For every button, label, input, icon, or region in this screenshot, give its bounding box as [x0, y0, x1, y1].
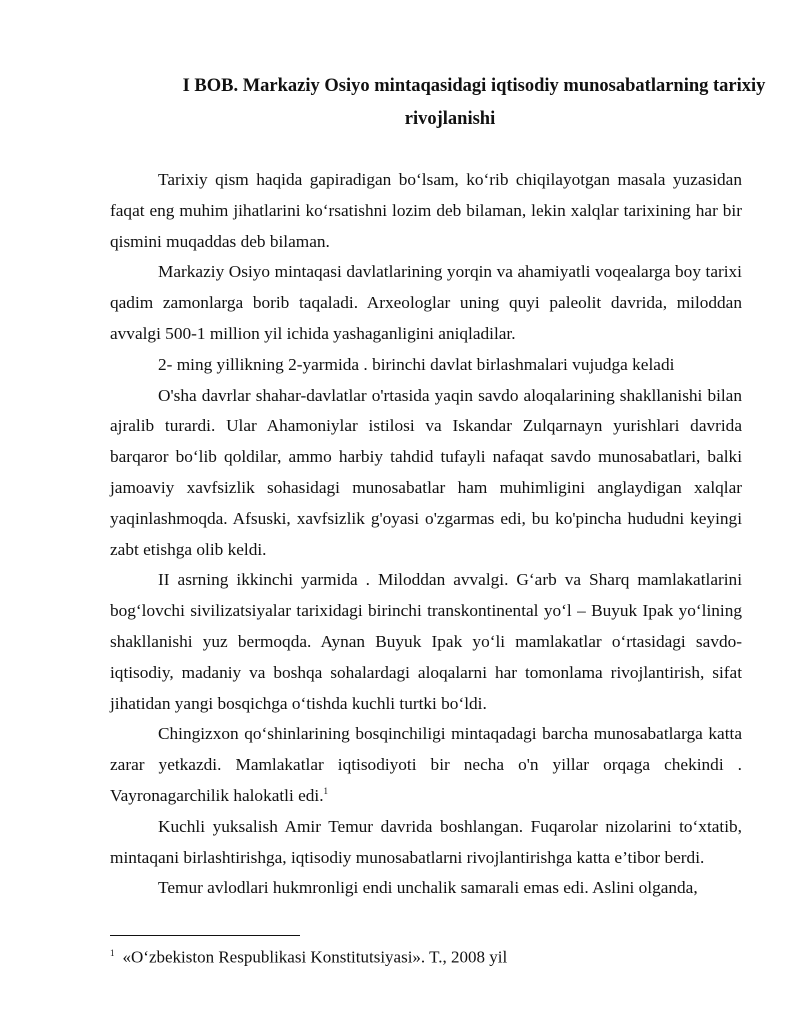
footnote-reference[interactable]: 1: [323, 786, 329, 797]
paragraph-4: O'sha davrlar shahar-davlatlar o'rtasida yaqin savdo aloqalarining shakllanishi bilan ajralib turardi. Ular Ahamoniylar istilosi va Iskandar Zulqarnayn yurishlari davrida barqaror bo‘lib qoldilar, ammo harbiy tahdid tufayli nafaqat savdo munosabatlari, balki jamoaviy xavfsizlik sohasidagi munosabatlar ham muhimligini anglaydigan xalqlar yaqinlashmoqda. Afsuski, xavfsizlik g'oyasi o'zgarmas edi, bu ko'pincha hududni keyingi zabt etishga olib keldi.: [110, 385, 742, 559]
paragraph-6: [110, 719, 742, 811]
paragraph-1: Tarixiy qism haqida gapiradigan bo‘lsam, ko‘rib chiqilayotgan masala yuzasidan faqat eng muhim jihatlarini ko‘rsatishni lozim deb bilaman, lekin xalqlar tarixining har bir qismini muqaddas deb bilaman.: [110, 170, 742, 251]
chapter-heading: [110, 70, 790, 136]
paragraph-6-text: Chingizxon qo‘shinlarining bosqinchiligi mintaqadagi barcha munosabatlarga katta zarar yetkazdi. Mamlakatlar iqtisodiyoti bir necha o'n yillar orqaga chekindi . Vayronagarchilik halokatli edi.: [110, 724, 742, 805]
footnote: [110, 940, 750, 971]
paragraph-7: Kuchli yuksalish Amir Temur davrida boshlangan. Fuqarolar nizolarini to‘xtatib, mintaqani birlashtirishga, iqtisodiy munosabatlarni rivojlantirishga katta e’tibor berdi.: [110, 816, 742, 867]
paragraph-5: II asrning ikkinchi yarmida . Miloddan avvalgi. G‘arb va Sharq mamlakatlarini bog‘lovchi sivilizatsiyalar tarixidagi birinchi transkontinental yo‘l – Buyuk Ipak yo‘lining shakllanishi yuz bermoqda. Aynan Buyuk Ipak yo‘li mamlakatlar o‘rtasidagi savdo-iqtisodiy, madaniy va boshqa sohalardagi aloqalarni har tomonlama rivojlantirish, sifat jihatidan yangi bosqichga o‘tishda kuchli turtki bo‘ldi.: [110, 570, 742, 713]
paragraph-8: Temur avlodlari hukmronligi endi unchalik samarali emas edi. Aslini olganda,: [158, 878, 698, 898]
paragraph-2: Markaziy Osiyo mintaqasi davlatlarining yorqin va ahamiyatli voqealarga boy tarixi qadim zamonlarga borib taqaladi. Arxeologlar uning quyi paleolit davrida, miloddan avvalgi 500-1 million yil ichida yashaganligini aniqladilar.: [110, 262, 742, 343]
body-text: [110, 165, 742, 904]
footnote-mark: 1: [110, 948, 115, 958]
paragraph-3: 2- ming yillikning 2-yarmida . birinchi davlat birlashmalari vujudga keladi: [158, 354, 675, 374]
footnote-text: «O‘zbekiston Respublikasi Konstitutsiyasi». T., 2008 yil: [122, 947, 508, 967]
chapter-heading-line-1: I BOB. Markaziy Osiyo mintaqasidagi iqtisodiy munosabatlarning tarixiy: [182, 76, 766, 96]
footnote-divider: [110, 935, 300, 936]
chapter-heading-line-2: rivojlanishi: [404, 109, 496, 129]
